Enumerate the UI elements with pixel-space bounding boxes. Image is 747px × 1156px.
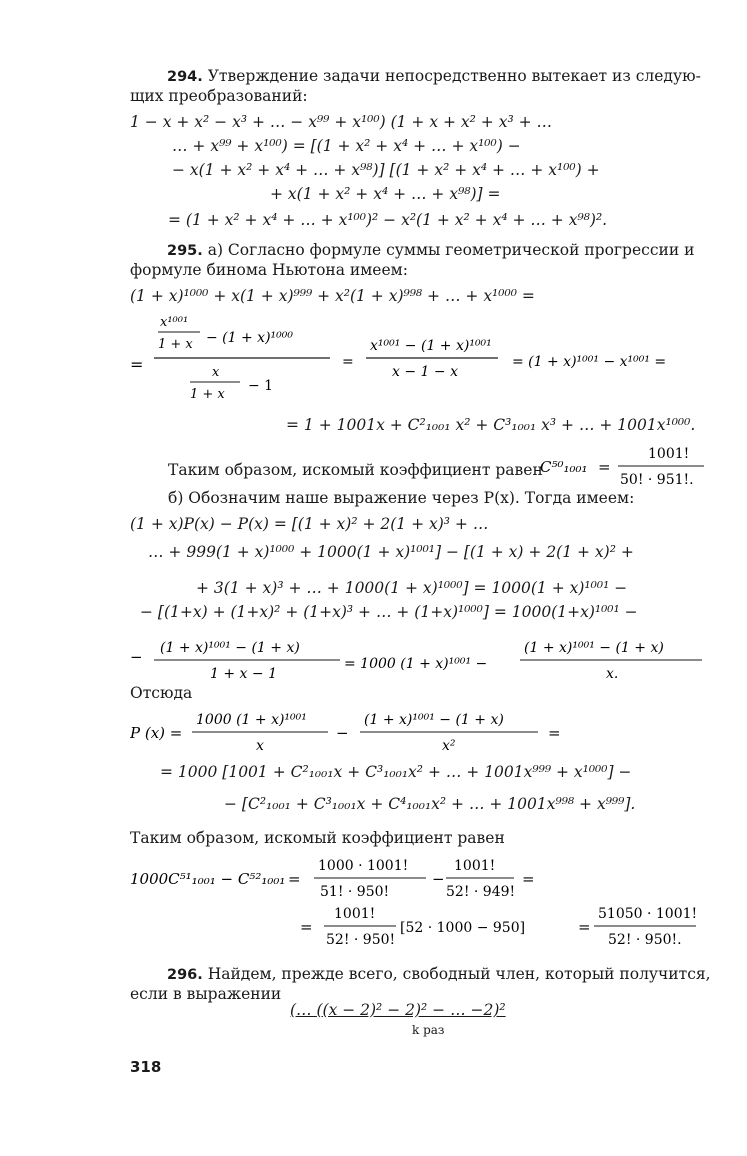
eq-295b-line2: … + 999(1 + x)¹⁰⁰⁰ + 1000(1 + x)¹⁰⁰¹] − [(1 + x) + 2(1 + x)² + bbox=[148, 543, 634, 561]
eq-294-line4: + x(1 + x² + x⁴ + … + x⁹⁸)] = bbox=[270, 185, 501, 203]
svg-text:52! · 950!: 52! · 950! bbox=[326, 932, 396, 948]
problem-294-intro: 294. Утверждение задачи непосредственно вытекает из следую- bbox=[167, 67, 701, 85]
problem-296-intro: 296. Найдем, прежде всего, свободный член, который получится, bbox=[167, 965, 711, 983]
svg-text:C⁵⁰₁₀₀₁: C⁵⁰₁₀₀₁ bbox=[540, 458, 588, 476]
svg-text:1001!: 1001! bbox=[648, 446, 690, 462]
eq-295b-line1: (1 + x)P(x) − P(x) = [(1 + x)² + 2(1 + x)³ + … bbox=[130, 515, 489, 533]
svg-text:x²: x² bbox=[442, 738, 456, 754]
page-number: 318 bbox=[130, 1058, 162, 1076]
frac2-den: x − 1 − x bbox=[392, 364, 458, 380]
problem-296-intro-cont: если в выражении bbox=[130, 985, 282, 1003]
frac-den-minus-one: − 1 bbox=[248, 378, 274, 394]
svg-text:=: = bbox=[342, 354, 354, 370]
problem-296-number: 296. bbox=[167, 967, 203, 983]
svg-text:1000C⁵¹₁₀₀₁ − C⁵²₁₀₀₁: 1000C⁵¹₁₀₀₁ − C⁵²₁₀₀₁ bbox=[130, 870, 286, 888]
eq-296-expression: (… ((x − 2)² − 2)² − … −2)² bbox=[290, 1001, 506, 1019]
problem-295b-intro: б) Обозначим наше выражение через P(x). Тогда имеем: bbox=[168, 489, 635, 507]
frac-inner-den: 1 + x bbox=[158, 337, 193, 352]
eq-295b-line4: − [(1+x) + (1+x)² + (1+x)³ + … + (1+x)¹⁰⁰⁰] = 1000(1+x)¹⁰⁰¹ − bbox=[140, 603, 638, 621]
svg-text:1000 (1 + x)¹⁰⁰¹: 1000 (1 + x)¹⁰⁰¹ bbox=[196, 712, 307, 728]
svg-text:x: x bbox=[256, 738, 264, 754]
problem-294-intro-cont: щих преобразований: bbox=[130, 87, 308, 105]
svg-text:52! · 950!.: 52! · 950!. bbox=[608, 932, 682, 948]
svg-text:−: − bbox=[336, 724, 349, 742]
svg-text:(1 + x)¹⁰⁰¹ − (1 + x): (1 + x)¹⁰⁰¹ − (1 + x) bbox=[160, 640, 300, 656]
svg-text:=: = bbox=[300, 918, 313, 936]
svg-text:−: − bbox=[432, 870, 445, 888]
svg-text:52! · 949!: 52! · 949! bbox=[446, 884, 516, 900]
svg-text:1001!: 1001! bbox=[334, 906, 376, 922]
svg-text:1001!: 1001! bbox=[454, 858, 496, 874]
svg-text:1000 · 1001!: 1000 · 1001! bbox=[318, 858, 409, 874]
eq-equals-sign: = bbox=[130, 355, 144, 374]
svg-text:51050 · 1001!: 51050 · 1001! bbox=[598, 906, 698, 922]
problem-295-intro: 295. а) Согласно формуле суммы геометрической прогрессии и bbox=[167, 241, 695, 259]
eq-294-line5: = (1 + x² + x⁴ + … + x¹⁰⁰)² − x²(1 + x² + x⁴ + … + x⁹⁸)². bbox=[168, 211, 608, 229]
conclusion-295b: Таким образом, искомый коэффициент равен bbox=[130, 829, 505, 847]
eq-296-k-times: k раз bbox=[412, 1023, 445, 1037]
svg-text:50! · 951!.: 50! · 951!. bbox=[620, 472, 694, 488]
svg-text:(1 + x)¹⁰⁰¹ − (1 + x): (1 + x)¹⁰⁰¹ − (1 + x) bbox=[364, 712, 504, 728]
svg-text:[52 · 1000 − 950]: [52 · 1000 − 950] bbox=[400, 920, 526, 936]
eq-294-line3: − x(1 + x² + x⁴ + … + x⁹⁸)] [(1 + x² + x⁴ + … + x¹⁰⁰) + bbox=[172, 161, 600, 179]
conclusion-295a: Таким образом, искомый коэффициент равен bbox=[168, 461, 543, 479]
frac-inner-num: x¹⁰⁰¹ bbox=[160, 315, 189, 330]
eq-295b-expand1: = 1000 [1001 + C²₁₀₀₁x + C³₁₀₀₁x² + … + 1001x⁹⁹⁹ + x¹⁰⁰⁰] − bbox=[160, 763, 632, 781]
eq-295a-expansion: = 1 + 1001x + C²₁₀₀₁ x² + C³₁₀₀₁ x³ + … + 1001x¹⁰⁰⁰. bbox=[286, 416, 696, 434]
svg-text:P (x) =: P (x) = bbox=[130, 724, 183, 742]
svg-text:−: − bbox=[130, 648, 143, 666]
svg-text:=: = bbox=[578, 918, 591, 936]
svg-text:x.: x. bbox=[606, 666, 619, 682]
eq-295a-fraction bbox=[130, 310, 720, 414]
svg-text:=: = bbox=[548, 724, 561, 742]
frac-den-inner-num: x bbox=[212, 365, 220, 380]
problem-295-intro-cont: формуле бинома Ньютона имеем: bbox=[130, 261, 408, 279]
svg-text:= 1000 (1 + x)¹⁰⁰¹ −: = 1000 (1 + x)¹⁰⁰¹ − bbox=[344, 656, 488, 672]
frac-den-inner-den: 1 + x bbox=[190, 387, 225, 402]
frac2-num: x¹⁰⁰¹ − (1 + x)¹⁰⁰¹ bbox=[370, 338, 492, 354]
frac-result: = (1 + x)¹⁰⁰¹ − x¹⁰⁰¹ = bbox=[512, 354, 667, 370]
eq-295b-line3: + 3(1 + x)³ + … + 1000(1 + x)¹⁰⁰⁰] = 1000(1 + x)¹⁰⁰¹ − bbox=[196, 579, 628, 597]
eq-295b-expand2: − [C²₁₀₀₁ + C³₁₀₀₁x + C⁴₁₀₀₁x² + … + 1001x⁹⁹⁸ + x⁹⁹⁹]. bbox=[224, 795, 636, 813]
svg-text:=: = bbox=[598, 458, 611, 476]
eq-294-line2: … + x⁹⁹ + x¹⁰⁰) = [(1 + x² + x⁴ + … + x¹⁰⁰) − bbox=[172, 137, 521, 155]
svg-text:(1 + x)¹⁰⁰¹ − (1 + x): (1 + x)¹⁰⁰¹ − (1 + x) bbox=[524, 640, 664, 656]
coef-295b-line2 bbox=[300, 898, 720, 952]
eq-295a-line1: (1 + x)¹⁰⁰⁰ + x(1 + x)⁹⁹⁹ + x²(1 + x)⁹⁹⁸ + … + x¹⁰⁰⁰ = bbox=[130, 287, 535, 305]
eq-295b-fraction-line bbox=[130, 630, 720, 686]
word-otsyuda: Отсюда bbox=[130, 684, 193, 702]
svg-text:51! · 950!: 51! · 950! bbox=[320, 884, 390, 900]
frac-numerator-rest: − (1 + x)¹⁰⁰⁰ bbox=[206, 330, 293, 346]
coef-295a-formula bbox=[540, 440, 720, 490]
eq-294-line1: 1 − x + x² − x³ + … − x⁹⁹ + x¹⁰⁰) (1 + x + x² + x³ + … bbox=[130, 113, 553, 131]
svg-text:=: = bbox=[288, 870, 301, 888]
coef-295b-line1 bbox=[130, 850, 720, 904]
problem-294-number: 294. bbox=[167, 69, 203, 85]
eq-295b-P-formula bbox=[130, 704, 720, 758]
svg-text:=: = bbox=[522, 870, 535, 888]
problem-295-number: 295. bbox=[167, 243, 203, 259]
svg-text:1 + x − 1: 1 + x − 1 bbox=[210, 666, 277, 682]
